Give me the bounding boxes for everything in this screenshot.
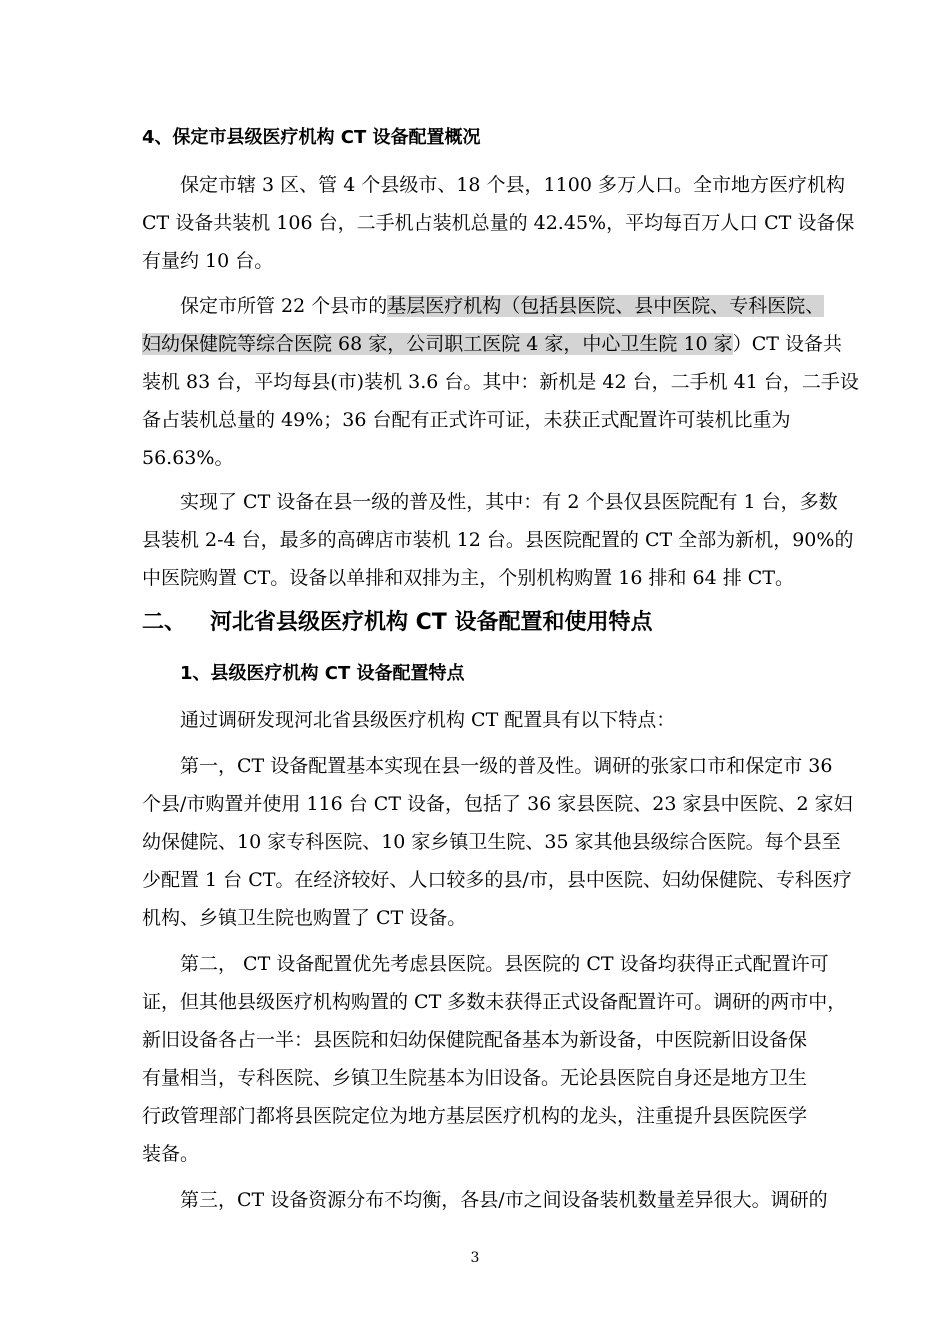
highlighted-text: 基层医疗机构（包括县医院、县中医院、专科医院、 (387, 295, 825, 317)
paragraph-line: 个县/市购置并使用 116 台 CT 设备，包括了 36 家县医院、23 家县中医院、2 家妇 (142, 793, 853, 815)
paragraph-line: 56.63%。 (142, 447, 234, 469)
section-4-heading: 4、保定市县级医疗机构 CT 设备配置概况 (142, 127, 481, 148)
paragraph-line: 中医院购置 CT。设备以单排和双排为主，个别机构购置 16 排和 64 排 CT。 (142, 567, 795, 589)
paragraph-line: 通过调研发现河北省县级医疗机构 CT 配置具有以下特点： (180, 709, 676, 731)
page-number: 3 (470, 1250, 480, 1266)
paragraph-line (142, 330, 842, 358)
subsection-1-heading: 1、县级医疗机构 CT 设备配置特点 (180, 663, 465, 684)
section-number: 二、 (142, 610, 187, 635)
paragraph-line: CT 设备共装机 106 台，二手机占装机总量的 42.45%，平均每百万人口 CT 设备保 (142, 212, 855, 234)
paragraph-line: 装机 83 台，平均每县(市)装机 3.6 台。其中：新机是 42 台，二手机 41 台，二手设 (142, 371, 859, 393)
paragraph-line: 少配置 1 台 CT。在经济较好、人口较多的县/市，县中医院、妇幼保健院、专科医疗 (142, 869, 852, 891)
paragraph-line: 装备。 (142, 1143, 200, 1165)
paragraph-line: 备占装机总量的 49%；36 台配有正式许可证，未获正式配置许可装机比重为 (142, 409, 791, 431)
highlighted-text: 妇幼保健院等综合医院 68 家，公司职工医院 4 家，中心卫生院 10 家 (142, 333, 733, 355)
paragraph-line: 保定市辖 3 区、管 4 个县级市、18 个县，1100 多万人口。全市地方医疗机构 (180, 174, 845, 196)
paragraph-text: 保定市所管 22 个县市的 (180, 295, 388, 317)
paragraph-line: 第三，CT 设备资源分布不均衡，各县/市之间设备装机数量差异很大。调研的 (180, 1189, 828, 1211)
paragraph-line: 县装机 2-4 台，最多的高碑店市装机 12 台。县医院配置的 CT 全部为新机，90%的 (142, 529, 854, 551)
paragraph-line: 第一，CT 设备配置基本实现在县一级的普及性。调研的张家口市和保定市 36 (180, 755, 833, 777)
paragraph-line: 有量约 10 台。 (142, 250, 274, 272)
paragraph-line: 幼保健院、10 家专科医院、10 家乡镇卫生院、35 家其他县级综合医院。每个县至 (142, 831, 841, 853)
paragraph-line: 证，但其他县级医疗机构购置的 CT 多数未获得正式设备配置许可。调研的两市中， (142, 991, 847, 1013)
paragraph-line: 实现了 CT 设备在县一级的普及性，其中：有 2 个县仅县医院配有 1 台，多数 (180, 491, 838, 513)
paragraph-text: ）CT 设备共 (732, 333, 842, 355)
section-title: 河北省县级医疗机构 CT 设备配置和使用特点 (210, 610, 653, 635)
section-2-heading (142, 607, 808, 639)
paragraph-line (180, 292, 825, 320)
paragraph-line: 机构、乡镇卫生院也购置了 CT 设备。 (142, 907, 467, 929)
paragraph-line: 行政管理部门都将县医院定位为地方基层医疗机构的龙头，注重提升县医院医学 (142, 1105, 808, 1127)
paragraph-line: 第二， CT 设备配置优先考虑县医院。县医院的 CT 设备均获得正式配置许可 (180, 953, 829, 975)
paragraph-line: 有量相当，专科医院、乡镇卫生院基本为旧设备。无论县医院自身还是地方卫生 (142, 1067, 808, 1089)
paragraph-line: 新旧设备各占一半：县医院和妇幼保健院配备基本为新设备，中医院新旧设备保 (142, 1029, 808, 1051)
